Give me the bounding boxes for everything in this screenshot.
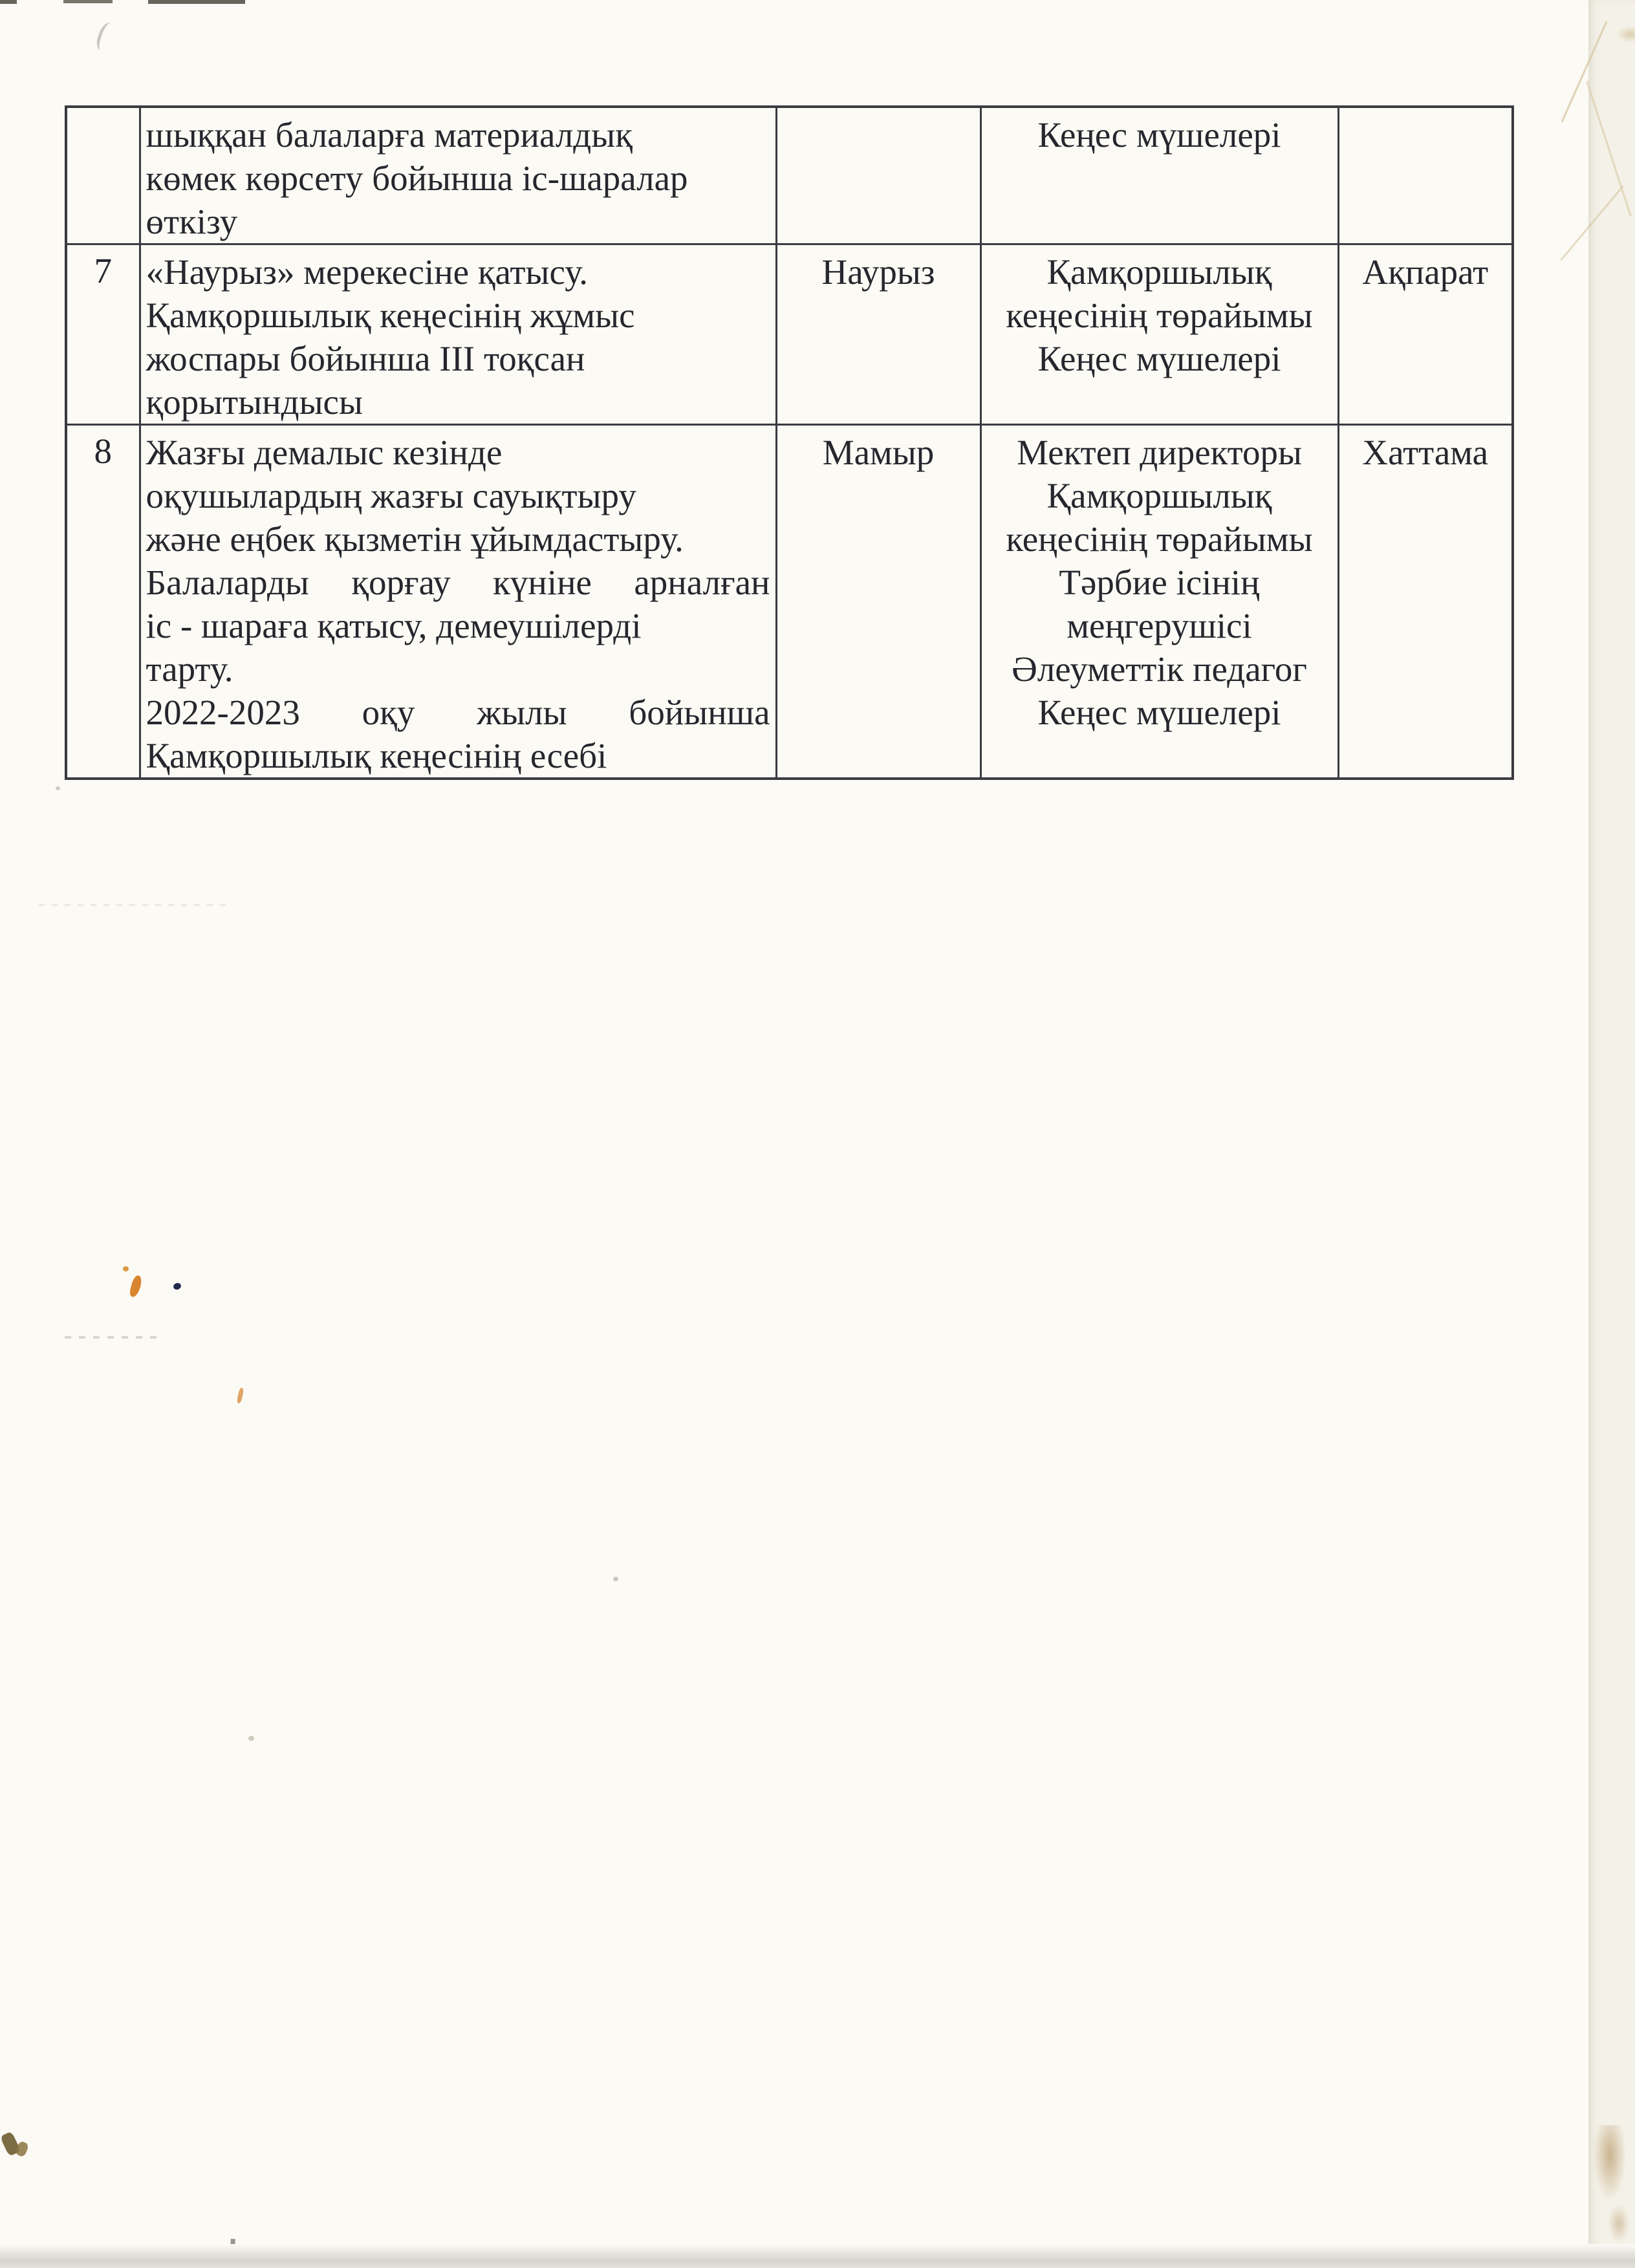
paper-edge-band [1588, 0, 1635, 2268]
activity-line: көмек көрсету бойынша іс-шаралар [146, 158, 688, 198]
activity-cell [140, 425, 776, 779]
scan-speck [237, 1388, 244, 1404]
activity-line: жоспары бойынша III тоқсан [146, 339, 585, 378]
result-label: Хаттама [1362, 433, 1489, 472]
table-row [66, 244, 1513, 425]
scan-speck [129, 1275, 143, 1298]
month-label: Мамыр [822, 433, 935, 472]
activity-line: Қамқоршылық кеңесінің есебі [146, 736, 607, 775]
activity-line: тарту. [146, 649, 233, 689]
activity-line: Қамқоршылық кеңесінің жұмыс [146, 296, 635, 335]
scan-speck [248, 1736, 254, 1741]
activity-line: қорытындысы [146, 382, 363, 422]
month-cell [776, 244, 980, 425]
responsible-line: Әлеуметтік педагог [1012, 649, 1307, 689]
scan-smudge [1594, 2125, 1626, 2200]
result-label: Ақпарат [1362, 252, 1489, 292]
activity-line: «Наурыз» мерекесіне қатысу. [146, 252, 588, 292]
responsible-cell [980, 425, 1338, 779]
activity-line: Балаларды қорғау күніне арналған [146, 563, 770, 602]
table-row [66, 107, 1513, 244]
scan-artifact [65, 1336, 162, 1339]
scan-speck [56, 786, 60, 790]
activity-line: өткізу [146, 202, 238, 241]
activity-cell [140, 244, 776, 425]
scan-speck [123, 1266, 129, 1271]
scan-artifact [94, 20, 120, 54]
responsible-cell [980, 107, 1338, 244]
scan-artifact [148, 0, 245, 4]
activity-line: оқушылардың жазғы сауықтыру [146, 476, 636, 515]
responsible-line: меңгерушісі [1067, 606, 1252, 645]
row-number-cell [66, 107, 140, 244]
row-number-cell: 8 [66, 425, 140, 779]
activity-line: 2022-2023 оқу жылы бойынша [146, 693, 770, 732]
table-row [66, 425, 1513, 779]
paper-bottom-edge [0, 2244, 1635, 2268]
responsible-line: Кеңес мүшелері [1037, 115, 1281, 155]
scan-artifact [0, 0, 17, 4]
activity-line: шыққан балаларға материалдық [146, 115, 633, 155]
month-label: Наурыз [821, 252, 935, 292]
responsible-line: Тәрбие ісінің [1059, 563, 1260, 602]
month-cell [776, 425, 980, 779]
responsible-line: Қамқоршылық [1046, 476, 1272, 515]
activity-line: Жазғы демалыс кезінде [146, 433, 503, 472]
responsible-line: кеңесінің төрайымы [1006, 519, 1313, 559]
work-plan-table [65, 105, 1514, 780]
responsible-line: Қамқоршылық [1046, 252, 1272, 292]
scan-speck [173, 1282, 182, 1291]
responsible-line: Кеңес мүшелері [1037, 693, 1281, 732]
responsible-line: Мектеп директоры [1017, 433, 1302, 472]
month-cell [776, 107, 980, 244]
activity-cell [140, 107, 776, 244]
result-cell [1338, 244, 1513, 425]
responsible-cell [980, 244, 1338, 425]
scan-speck [613, 1577, 618, 1581]
activity-line: және еңбек қызметін ұйымдастыру. [146, 519, 684, 559]
responsible-line: кеңесінің төрайымы [1006, 296, 1313, 335]
row-number-cell: 7 [66, 244, 140, 425]
responsible-line: Кеңес мүшелері [1037, 339, 1281, 378]
scan-artifact [63, 0, 113, 3]
activity-line: іс - шараға қатысу, демеушілерді [146, 606, 642, 645]
scan-scratch [1617, 26, 1635, 43]
result-cell [1338, 425, 1513, 779]
result-cell [1338, 107, 1513, 244]
scan-smudge [1608, 2204, 1630, 2243]
scan-artifact [39, 904, 233, 906]
